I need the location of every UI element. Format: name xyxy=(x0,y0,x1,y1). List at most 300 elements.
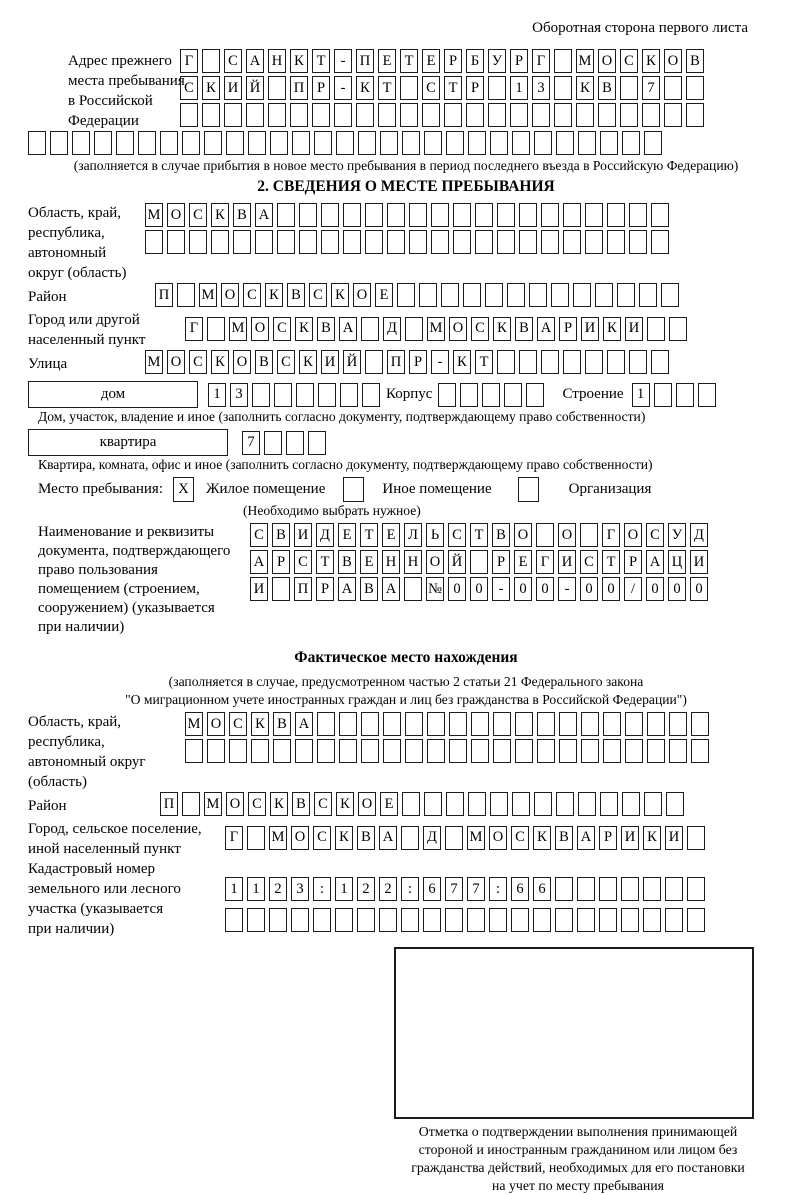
form-cell xyxy=(665,877,683,901)
form-cell: 7 xyxy=(642,76,660,100)
form-cell xyxy=(94,131,112,155)
form-cell xyxy=(661,283,679,307)
form-cell: Е xyxy=(514,550,532,574)
form-cell: И xyxy=(224,76,242,100)
form-cell xyxy=(189,230,207,254)
form-cell: В xyxy=(686,49,704,73)
form-cell: К xyxy=(493,317,511,341)
form-cell xyxy=(268,76,286,100)
form-cell: Л xyxy=(404,523,422,547)
form-cell: О xyxy=(489,826,507,850)
form-cell xyxy=(471,712,489,736)
form-cell xyxy=(629,203,647,227)
form-cell xyxy=(554,49,572,73)
form-cell: С xyxy=(471,317,489,341)
form-cell: Д xyxy=(690,523,708,547)
form-cell xyxy=(313,908,331,932)
form-cell: М xyxy=(269,826,287,850)
document-row-3 xyxy=(250,577,712,601)
form-cell: Ц xyxy=(668,550,686,574)
form-cell xyxy=(400,103,418,127)
form-cell xyxy=(620,103,638,127)
form-cell xyxy=(555,908,573,932)
form-cell xyxy=(226,131,244,155)
form-cell xyxy=(427,739,445,763)
form-cell: 0 xyxy=(646,577,664,601)
form-cell xyxy=(453,230,471,254)
form-cell xyxy=(445,826,463,850)
form-cell: С xyxy=(309,283,327,307)
form-cell xyxy=(233,230,251,254)
form-cell: И xyxy=(321,350,339,374)
form-cell: В xyxy=(287,283,305,307)
form-cell xyxy=(167,230,185,254)
form-cell: 7 xyxy=(467,877,485,901)
form-cell xyxy=(669,317,687,341)
stay-option-organization-checkbox xyxy=(518,477,539,502)
form-cell xyxy=(644,792,662,816)
previous-address-note: (заполняется в случае прибытия в новое место пребывания в период последнего въезда в Российскую Федерацию) xyxy=(73,158,739,173)
form-cell: Т xyxy=(312,49,330,73)
previous-address-row-3 xyxy=(180,103,708,127)
form-cell: Т xyxy=(400,49,418,73)
form-cell xyxy=(343,230,361,254)
form-cell: 1 xyxy=(247,877,265,901)
form-cell: К xyxy=(211,203,229,227)
form-cell xyxy=(286,431,304,455)
form-cell: 0 xyxy=(668,577,686,601)
form-cell: А xyxy=(382,577,400,601)
form-cell xyxy=(647,739,665,763)
form-cell xyxy=(537,712,555,736)
form-cell xyxy=(578,131,596,155)
form-cell xyxy=(687,908,705,932)
form-cell xyxy=(356,103,374,127)
form-cell: Г xyxy=(185,317,203,341)
form-cell xyxy=(204,131,222,155)
form-cell xyxy=(343,203,361,227)
form-cell: И xyxy=(665,826,683,850)
form-cell xyxy=(299,230,317,254)
label-line: на учет по месту пребывания xyxy=(492,1178,664,1193)
form-cell: Н xyxy=(382,550,400,574)
form-cell: В xyxy=(492,523,510,547)
form-cell xyxy=(687,826,705,850)
form-cell: Е xyxy=(378,49,396,73)
form-cell xyxy=(116,131,134,155)
form-cell xyxy=(255,230,273,254)
form-cell: К xyxy=(211,350,229,374)
form-cell: С xyxy=(314,792,332,816)
form-cell: 2 xyxy=(357,877,375,901)
document-row-1 xyxy=(250,523,712,547)
form-cell xyxy=(339,739,357,763)
form-cell xyxy=(533,908,551,932)
label-line: Город или другой xyxy=(28,312,140,328)
form-cell: С xyxy=(422,76,440,100)
label-line: Кадастровый номер xyxy=(28,861,155,877)
form-cell: 3 xyxy=(532,76,550,100)
form-cell xyxy=(676,383,694,407)
form-cell xyxy=(264,431,282,455)
stay-option-other-label: Иное помещение xyxy=(382,481,492,497)
form-cell: 0 xyxy=(690,577,708,601)
form-cell xyxy=(365,350,383,374)
form-cell xyxy=(224,103,242,127)
form-cell xyxy=(229,739,247,763)
form-cell: Р xyxy=(409,350,427,374)
form-cell xyxy=(318,383,336,407)
form-cell: Г xyxy=(225,826,243,850)
form-cell xyxy=(551,283,569,307)
previous-address-rows xyxy=(180,49,708,130)
form-cell: Т xyxy=(602,550,620,574)
form-cell: П xyxy=(160,792,178,816)
form-cell: К xyxy=(295,317,313,341)
form-cell: 7 xyxy=(242,431,260,455)
form-cell xyxy=(431,203,449,227)
korpus-label: Корпус xyxy=(386,386,433,402)
form-cell: Е xyxy=(360,550,378,574)
previous-address-block xyxy=(28,49,784,131)
form-cell: О xyxy=(426,550,444,574)
form-cell xyxy=(466,103,484,127)
form-cell xyxy=(268,103,286,127)
form-cell: Ь xyxy=(426,523,444,547)
form-cell xyxy=(669,739,687,763)
label-line: населенный пункт xyxy=(28,332,146,348)
street-label: Улица xyxy=(28,355,68,372)
form-cell: П xyxy=(155,283,173,307)
form-cell xyxy=(541,203,559,227)
form-cell: К xyxy=(576,76,594,100)
previous-address-label xyxy=(28,49,185,131)
form-cell xyxy=(441,283,459,307)
form-cell xyxy=(559,739,577,763)
form-cell: П xyxy=(356,49,374,73)
form-cell xyxy=(467,908,485,932)
actual-location-note-2: "О миграционном учете иностранных граждан и лиц без гражданства в Российской Федерации") xyxy=(125,692,687,707)
form-cell xyxy=(621,877,639,901)
label-line: помещением (строением, xyxy=(38,581,200,597)
form-cell: : xyxy=(401,877,419,901)
form-cell xyxy=(691,739,709,763)
form-cell: Й xyxy=(343,350,361,374)
form-cell: Е xyxy=(422,49,440,73)
form-cell xyxy=(585,203,603,227)
form-cell xyxy=(270,131,288,155)
form-cell xyxy=(357,908,375,932)
form-cell: Р xyxy=(599,826,617,850)
actual-district-label: Район xyxy=(28,797,67,814)
form-cell xyxy=(446,131,464,155)
form-cell xyxy=(321,203,339,227)
actual-region-row-1 xyxy=(185,712,713,736)
district-label: Район xyxy=(28,288,67,305)
form-cell xyxy=(642,103,660,127)
actual-district-block xyxy=(28,792,784,819)
label-line: автономный округ xyxy=(28,754,146,770)
form-cell: Н xyxy=(404,550,422,574)
form-cell: М xyxy=(576,49,594,73)
label-line: Адрес прежнего xyxy=(68,53,172,69)
form-cell xyxy=(336,131,354,155)
form-cell xyxy=(409,230,427,254)
form-cell: В xyxy=(292,792,310,816)
form-cell xyxy=(643,877,661,901)
form-cell: В xyxy=(598,76,616,100)
form-cell: К xyxy=(336,792,354,816)
form-cell: К xyxy=(290,49,308,73)
form-cell xyxy=(490,792,508,816)
form-cell xyxy=(290,103,308,127)
form-cell xyxy=(603,739,621,763)
apartment-box: квартира xyxy=(28,429,228,456)
label-line: в Российской xyxy=(68,93,153,109)
cadastral-label xyxy=(28,859,225,939)
form-cell: Н xyxy=(268,49,286,73)
form-cell: С xyxy=(243,283,261,307)
form-cell: И xyxy=(625,317,643,341)
stay-place-label: Место пребывания: xyxy=(38,481,163,497)
form-cell xyxy=(383,712,401,736)
form-cell xyxy=(654,383,672,407)
label-line: (область) xyxy=(28,774,87,790)
form-cell: 3 xyxy=(291,877,309,901)
form-cell: Р xyxy=(466,76,484,100)
actual-location-note-1: (заполняется в случае, предусмотренном частью 2 статьи 21 Федерального закона xyxy=(168,674,644,689)
form-cell xyxy=(207,739,225,763)
form-cell xyxy=(471,739,489,763)
form-cell: О xyxy=(664,49,682,73)
form-cell: Д xyxy=(316,523,334,547)
form-cell: - xyxy=(431,350,449,374)
form-cell xyxy=(423,908,441,932)
house-cells xyxy=(208,383,384,407)
form-cell: У xyxy=(668,523,686,547)
form-cell: Г xyxy=(532,49,550,73)
form-cell xyxy=(312,103,330,127)
form-cell: А xyxy=(646,550,664,574)
form-cell xyxy=(482,383,500,407)
form-cell: Г xyxy=(536,550,554,574)
form-cell xyxy=(277,230,295,254)
form-cell: С xyxy=(646,523,664,547)
form-cell: 1 xyxy=(510,76,528,100)
form-cell: К xyxy=(453,350,471,374)
form-cell xyxy=(402,792,420,816)
form-cell: В xyxy=(360,577,378,601)
form-cell: В xyxy=(317,317,335,341)
form-cell: Р xyxy=(316,577,334,601)
form-cell: М xyxy=(199,283,217,307)
form-cell xyxy=(485,283,503,307)
form-cell: 6 xyxy=(511,877,529,901)
label-line: республика, xyxy=(28,734,105,750)
form-cell: О xyxy=(514,523,532,547)
form-cell xyxy=(541,350,559,374)
actual-location-title: Фактическое место нахождения xyxy=(294,649,518,666)
form-cell xyxy=(405,739,423,763)
form-cell xyxy=(291,908,309,932)
apartment-block xyxy=(28,429,784,456)
form-cell: 0 xyxy=(602,577,620,601)
form-cell xyxy=(182,131,200,155)
form-cell xyxy=(554,103,572,127)
form-cell xyxy=(404,577,422,601)
form-cell: 1 xyxy=(225,877,243,901)
form-cell xyxy=(607,350,625,374)
form-cell xyxy=(647,317,665,341)
actual-region-block xyxy=(28,712,784,792)
form-cell xyxy=(453,203,471,227)
form-cell xyxy=(409,203,427,227)
form-cell xyxy=(444,103,462,127)
form-cell xyxy=(651,230,669,254)
form-cell xyxy=(620,76,638,100)
form-cell: Г xyxy=(180,49,198,73)
form-cell: К xyxy=(331,283,349,307)
form-cell xyxy=(556,792,574,816)
form-cell: Е xyxy=(375,283,393,307)
form-cell: С xyxy=(620,49,638,73)
street-block xyxy=(28,350,784,377)
form-cell: О xyxy=(358,792,376,816)
stamp-area xyxy=(378,947,778,1195)
form-cell xyxy=(519,350,537,374)
actual-region-row-2 xyxy=(185,739,713,763)
form-cell xyxy=(308,431,326,455)
district-block xyxy=(28,283,784,310)
form-cell: К xyxy=(202,76,220,100)
form-cell xyxy=(296,383,314,407)
form-cell xyxy=(629,230,647,254)
form-cell xyxy=(534,131,552,155)
stamp-caption xyxy=(378,1123,778,1195)
form-cell xyxy=(563,230,581,254)
form-cell: : xyxy=(313,877,331,901)
form-cell xyxy=(225,908,243,932)
form-cell xyxy=(246,103,264,127)
form-cell xyxy=(488,103,506,127)
form-cell xyxy=(651,350,669,374)
form-cell: 0 xyxy=(470,577,488,601)
document-label xyxy=(28,523,250,637)
form-cell xyxy=(424,792,442,816)
label-line: право пользования xyxy=(38,562,158,578)
form-cell: Т xyxy=(378,76,396,100)
form-cell xyxy=(607,230,625,254)
form-cell: А xyxy=(255,203,273,227)
previous-address-row-1 xyxy=(180,49,708,73)
form-cell xyxy=(273,739,291,763)
label-line: Отметка о подтверждении выполнения принимающей xyxy=(418,1124,738,1139)
form-cell xyxy=(519,230,537,254)
actual-district-row xyxy=(160,792,688,816)
form-cell: С xyxy=(580,550,598,574)
region-block xyxy=(28,203,784,283)
form-cell: Р xyxy=(272,550,290,574)
form-cell xyxy=(269,908,287,932)
form-cell xyxy=(424,131,442,155)
form-cell xyxy=(639,283,657,307)
form-cell: К xyxy=(335,826,353,850)
form-cell: - xyxy=(558,577,576,601)
actual-city-block xyxy=(28,819,784,859)
form-cell xyxy=(651,203,669,227)
form-cell: К xyxy=(533,826,551,850)
form-cell: № xyxy=(426,577,444,601)
form-cell xyxy=(510,103,528,127)
form-cell: А xyxy=(339,317,357,341)
form-cell xyxy=(361,317,379,341)
form-cell xyxy=(489,908,507,932)
form-cell: А xyxy=(537,317,555,341)
form-cell: 6 xyxy=(423,877,441,901)
form-cell: И xyxy=(581,317,599,341)
form-cell: С xyxy=(180,76,198,100)
form-cell: 1 xyxy=(208,383,226,407)
form-cell: О xyxy=(558,523,576,547)
form-cell xyxy=(207,317,225,341)
form-cell xyxy=(182,792,200,816)
label-line: Наименование и реквизиты xyxy=(38,524,215,540)
form-cell xyxy=(463,283,481,307)
form-cell: С xyxy=(448,523,466,547)
form-cell xyxy=(621,908,639,932)
form-cell xyxy=(145,230,163,254)
form-cell: И xyxy=(250,577,268,601)
form-cell: О xyxy=(221,283,239,307)
label-line: иной населенный пункт xyxy=(28,841,181,857)
form-cell xyxy=(292,131,310,155)
form-cell xyxy=(643,908,661,932)
label-line: места пребывания xyxy=(68,73,185,89)
label-line: округ (область) xyxy=(28,265,127,281)
label-line: при наличии) xyxy=(38,619,125,635)
form-cell xyxy=(380,131,398,155)
form-cell: С xyxy=(248,792,266,816)
form-cell xyxy=(563,203,581,227)
actual-city-row xyxy=(225,826,709,850)
form-cell xyxy=(666,792,684,816)
form-cell xyxy=(400,76,418,100)
form-cell: 1 xyxy=(632,383,650,407)
form-cell xyxy=(401,908,419,932)
form-cell: О xyxy=(226,792,244,816)
form-cell: О xyxy=(291,826,309,850)
form-cell xyxy=(563,350,581,374)
form-cell: П xyxy=(294,577,312,601)
form-cell: С xyxy=(313,826,331,850)
form-cell: Р xyxy=(492,550,510,574)
region-rows xyxy=(145,203,673,257)
form-cell xyxy=(585,350,603,374)
form-cell xyxy=(536,523,554,547)
stay-option-other-checkbox xyxy=(343,477,364,502)
form-cell: П xyxy=(290,76,308,100)
form-cell xyxy=(490,131,508,155)
form-cell xyxy=(515,712,533,736)
form-cell xyxy=(665,908,683,932)
form-cell xyxy=(512,792,530,816)
form-cell xyxy=(449,739,467,763)
form-cell: С xyxy=(277,350,295,374)
cadastral-rows xyxy=(225,859,709,932)
form-cell xyxy=(365,203,383,227)
form-cell xyxy=(401,826,419,850)
form-cell: В xyxy=(273,712,291,736)
